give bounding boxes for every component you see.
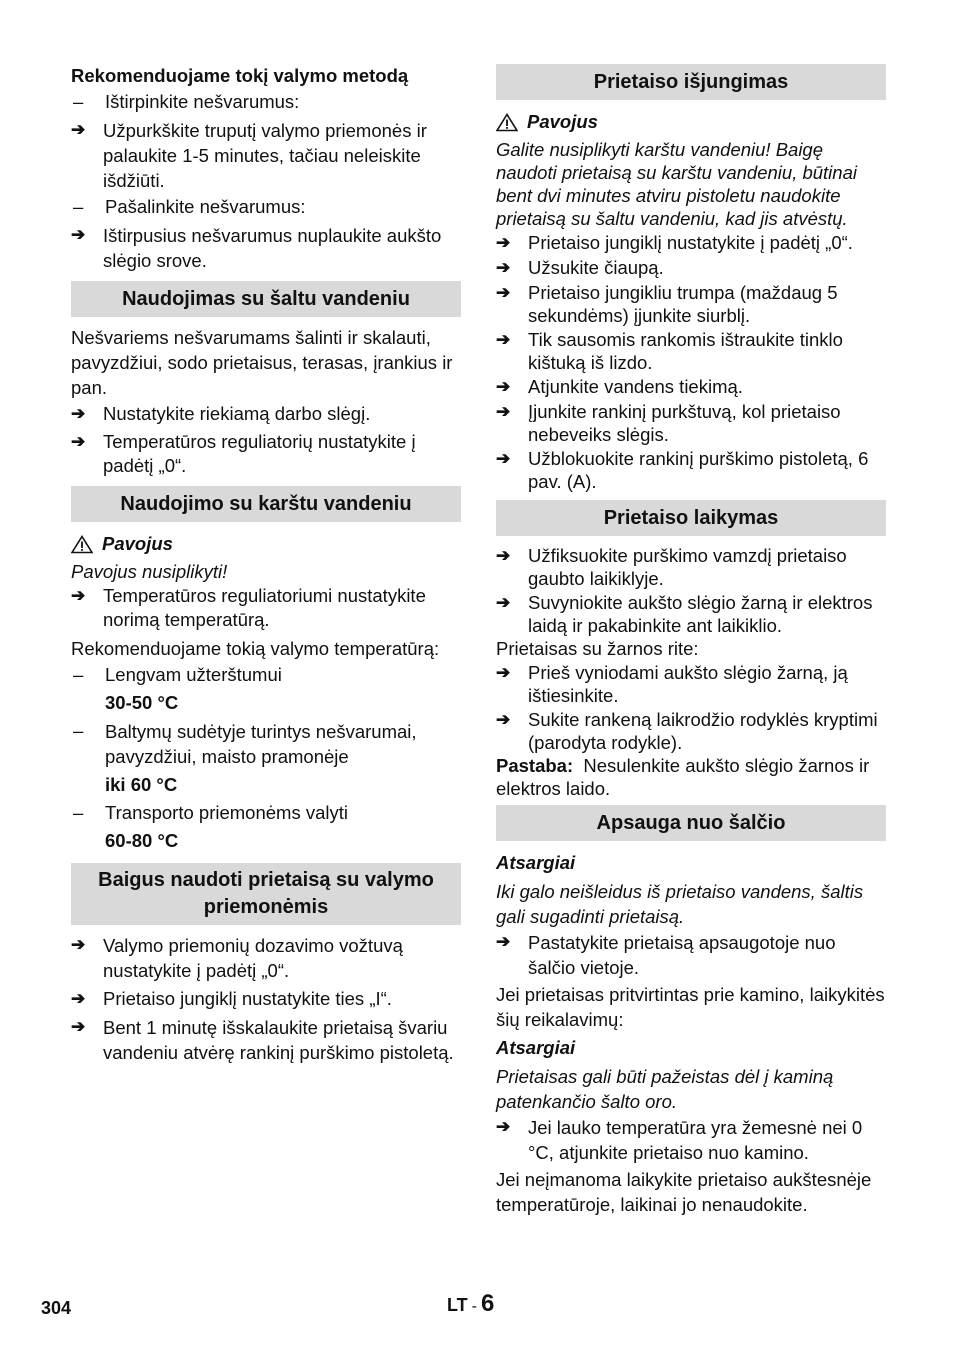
danger-warning: Pavojus bbox=[496, 110, 886, 134]
list-item: ➔ Prietaiso jungiklį nustatykite ties „I“. bbox=[71, 988, 392, 1009]
arrow-right-icon: ➔ bbox=[496, 258, 511, 277]
list-item: ➔ Bent 1 minutę išskalaukite prietaisą švariu vandeniu atvėrę rankinį purškimo pistoletą. bbox=[71, 1017, 454, 1063]
list-item: ➔ Jei lauko temperatūra yra žemesnė nei 0 °C, atjunkite prietaiso nuo kamino. bbox=[496, 1117, 863, 1163]
list-item: ➔ Tik sausomis rankomis ištraukite tinklo kištuką iš lizdo. bbox=[496, 329, 843, 373]
list-item: ➔ Įjunkite rankinį purkštuvą, kol prietaiso nebeveiks slėgis. bbox=[496, 401, 841, 445]
arrow-right-icon: ➔ bbox=[496, 402, 511, 421]
arrow-right-icon: ➔ bbox=[71, 404, 86, 423]
arrow-right-icon: ➔ bbox=[71, 432, 86, 451]
arrow-right-icon: ➔ bbox=[71, 935, 86, 954]
list-item: ➔ Užsukite čiaupą. bbox=[496, 257, 664, 278]
arrow-right-icon: ➔ bbox=[71, 989, 86, 1008]
list-item: ➔ Ištirpusius nešvarumus nuplaukite aukšto slėgio srove. bbox=[71, 225, 442, 271]
cold-water-intro: Nešvariems nešvarumams šalinti ir skalauti, pavyzdžiui, sodo prietaisus, terasas, įrankius ir pan. bbox=[71, 327, 453, 398]
left-column bbox=[71, 64, 461, 1065]
list-item: – Baltymų sudėtyje turintys nešvarumai, pavyzdžiui, maisto pramonėje iki 60 °C bbox=[73, 720, 417, 795]
list-item: ➔ Prietaiso jungikliu trumpa (maždaug 5 sekundėms) įjunkite siurblį. bbox=[496, 282, 838, 326]
temperature-value: iki 60 °C bbox=[105, 774, 178, 795]
list-item: ➔ Užblokuokite rankinį purškimo pistoletą, 6 pav. (A). bbox=[496, 448, 869, 492]
hose-reel-intro: Prietaisas su žarnos rite: bbox=[496, 638, 699, 659]
caution-text: Iki galo neišleidus iš prietaiso vandens, šaltis gali sugadinti prietaisą. bbox=[496, 881, 864, 927]
arrow-right-icon: ➔ bbox=[496, 1117, 511, 1136]
dash-bullet: – bbox=[73, 720, 84, 741]
section-title-shutdown: Prietaiso išjungimas bbox=[496, 64, 886, 100]
caution-label: Atsargiai bbox=[496, 1037, 576, 1058]
temperature-value: 60-80 °C bbox=[105, 830, 179, 851]
arrow-right-icon: ➔ bbox=[496, 330, 511, 349]
warning-triangle-icon bbox=[496, 113, 518, 132]
caution-text: Prietaisas gali būti pažeistas dėl į kaminą patenkančio šalto oro. bbox=[496, 1066, 834, 1112]
arrow-right-icon: ➔ bbox=[71, 1017, 86, 1036]
warning-triangle-icon bbox=[71, 535, 93, 554]
section-title-after-cleaning-agent: Baigus naudoti prietaisą su valymo priemonėmis bbox=[71, 863, 461, 925]
hot-water-warning-text: Pavojus nusiplikyti! bbox=[71, 561, 228, 582]
list-item: ➔ Temperatūros reguliatoriumi nustatykite norimą temperatūrą. bbox=[71, 585, 426, 630]
arrow-right-icon: ➔ bbox=[71, 120, 86, 139]
list-item: ➔ Prietaiso jungiklį nustatykite į padėtį „0“. bbox=[496, 232, 853, 253]
language-section-marker: LT - 6 bbox=[447, 1290, 495, 1317]
arrow-right-icon: ➔ bbox=[496, 663, 511, 682]
arrow-right-icon: ➔ bbox=[496, 233, 511, 252]
arrow-right-icon: ➔ bbox=[496, 449, 511, 468]
list-item: ➔ Nustatykite riekiamą darbo slėgį. bbox=[71, 403, 371, 424]
arrow-right-icon: ➔ bbox=[496, 710, 511, 729]
list-item: ➔ Užfiksuokite purškimo vamzdį prietaiso gaubto laikiklyje. bbox=[496, 545, 847, 589]
dash-bullet: – bbox=[73, 664, 84, 685]
arrow-right-icon: ➔ bbox=[496, 377, 511, 396]
page-number: 304 bbox=[41, 1298, 72, 1318]
list-item: – Ištirpinkite nešvarumus: bbox=[73, 91, 300, 112]
list-item: ➔ Sukite rankeną laikrodžio rodyklės kryptimi (parodyta rodykle). bbox=[496, 709, 878, 753]
arrow-right-icon: ➔ bbox=[71, 586, 86, 605]
arrow-right-icon: ➔ bbox=[496, 932, 511, 951]
list-item: – Transporto priemonėms valyti 60-80 °C bbox=[73, 802, 348, 851]
dash-bullet: – bbox=[73, 802, 84, 823]
list-item: ➔ Valymo priemonių dozavimo vožtuvą nustatykite į padėtį „0“. bbox=[71, 935, 403, 981]
list-item: ➔ Suvyniokite aukšto slėgio žarną ir elektros laidą ir pakabinkite ant laikiklio. bbox=[496, 592, 873, 636]
note: Pastaba: Nesulenkite aukšto slėgio žarnos ir elektros laido. bbox=[496, 755, 870, 799]
list-item: ➔ Pastatykite prietaisą apsaugotoje nuo šalčio vietoje. bbox=[496, 932, 836, 978]
arrow-right-icon: ➔ bbox=[71, 225, 86, 244]
dash-bullet: – bbox=[73, 196, 84, 217]
list-item: ➔ Prieš vyniodami aukšto slėgio žarną, ją ištiesinkite. bbox=[496, 662, 848, 706]
frost-outro: Jei neįmanoma laikykite prietaiso aukštesnėje temperatūroje, laikinai jo nenaudokite. bbox=[496, 1169, 872, 1215]
section-title-storage: Prietaiso laikymas bbox=[496, 500, 886, 536]
list-item: – Lengvam užterštumui 30-50 °C bbox=[73, 664, 282, 713]
shutdown-warning-text: Galite nusiplikyti karštu vandeniu! Baigę naudoti prietaisą su karštu vandeniu, būtinai bent dvi minutes atviru pistoletu naudokite prietaisą su šaltu vandeniu, kad jis atvėstų. bbox=[496, 139, 857, 229]
list-item: – Pašalinkite nešvarumus: bbox=[73, 196, 306, 217]
dash-bullet: – bbox=[73, 91, 84, 112]
caution-label: Atsargiai bbox=[496, 852, 576, 873]
arrow-right-icon: ➔ bbox=[496, 546, 511, 565]
list-item: ➔ Temperatūros reguliatorių nustatykite į padėtį „0“. bbox=[71, 431, 416, 476]
section-title-frost-protection: Apsauga nuo šalčio bbox=[496, 805, 886, 841]
danger-warning: Pavojus bbox=[71, 532, 461, 556]
list-item: ➔ Atjunkite vandens tiekimą. bbox=[496, 376, 743, 397]
section-title-cold-water: Naudojimas su šaltu vandeniu bbox=[71, 281, 461, 317]
list-item: ➔ Užpurkškite truputį valymo priemonės ir palaukite 1-5 minutes, tačiau neleiskite išdžiūti. bbox=[71, 120, 427, 191]
temperature-value: 30-50 °C bbox=[105, 692, 179, 713]
arrow-right-icon: ➔ bbox=[496, 593, 511, 612]
section-title-hot-water: Naudojimo su karštu vandeniu bbox=[71, 486, 461, 522]
temperature-intro: Rekomenduojame tokią valymo temperatūrą: bbox=[71, 638, 440, 659]
arrow-right-icon: ➔ bbox=[496, 283, 511, 302]
right-column bbox=[496, 64, 886, 1217]
chimney-intro: Jei prietaisas pritvirtintas prie kamino, laikykitės šių reikalavimų: bbox=[496, 984, 885, 1030]
recommended-method-heading: Rekomenduojame tokį valymo metodą bbox=[71, 65, 409, 86]
